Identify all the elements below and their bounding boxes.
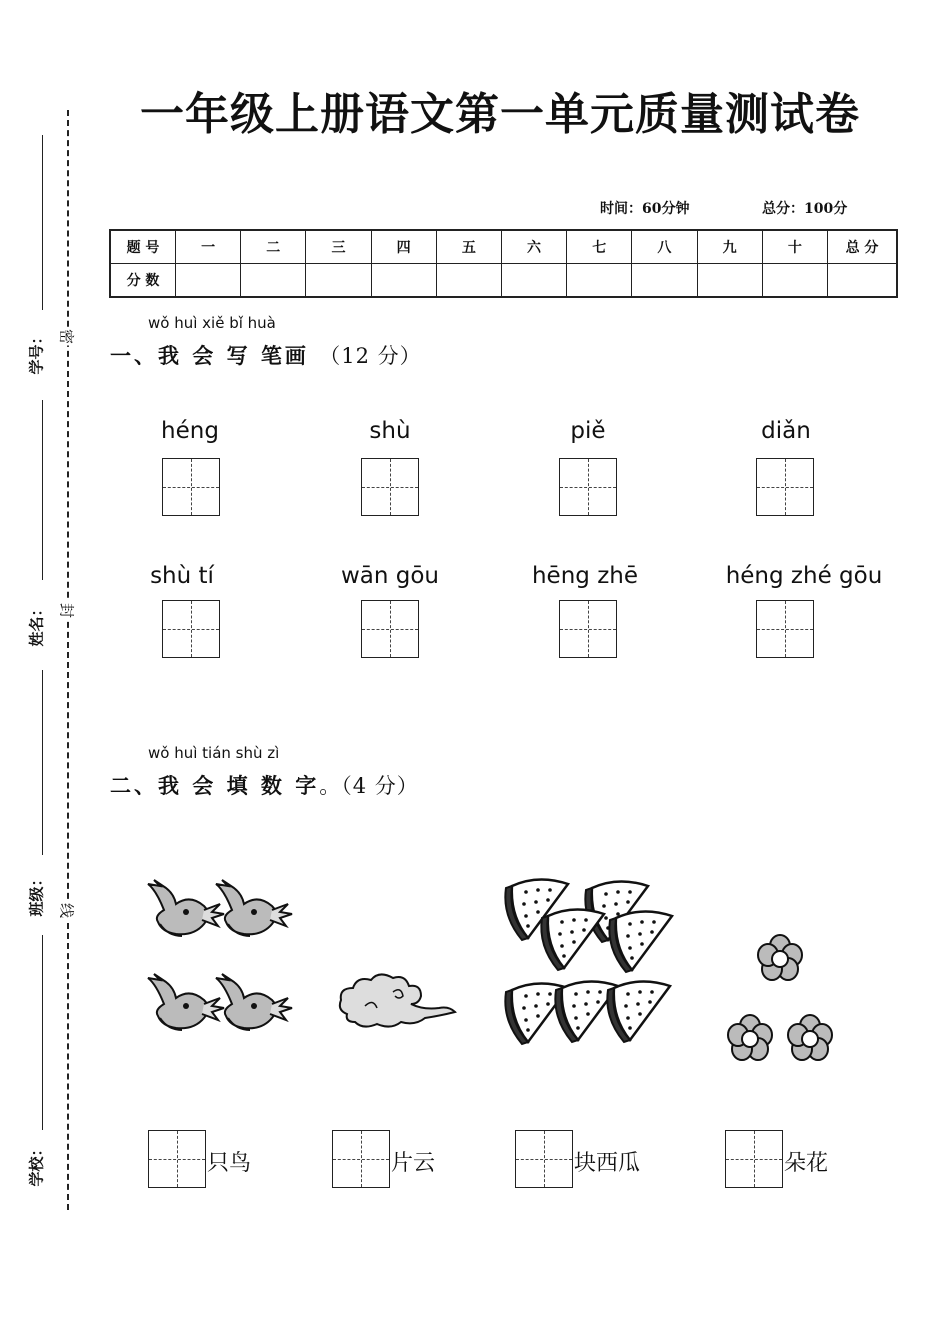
flower-icon bbox=[720, 930, 850, 1070]
score-cell[interactable] bbox=[501, 264, 566, 298]
section1-pinyin: wǒ huì xiě bǐ huà bbox=[148, 314, 276, 332]
stroke-pinyin: hēng zhē bbox=[531, 563, 638, 589]
score-cell[interactable] bbox=[632, 264, 697, 298]
stroke-pinyin: shù bbox=[369, 418, 411, 444]
stroke-pinyin: héng zhé gōu bbox=[725, 563, 883, 589]
watermelon-icon bbox=[500, 870, 680, 1050]
score-table-header: 九 bbox=[697, 230, 762, 264]
writing-grid[interactable] bbox=[361, 458, 419, 516]
number-answer-box[interactable] bbox=[148, 1130, 206, 1188]
score-table-row-label: 分 数 bbox=[110, 264, 176, 298]
score-cell[interactable] bbox=[567, 264, 632, 298]
score-cell[interactable] bbox=[306, 264, 371, 298]
score-table-header-row bbox=[110, 230, 897, 264]
binding-line-name bbox=[42, 670, 43, 855]
stroke-pinyin: piě bbox=[570, 418, 606, 444]
score-table-header: 四 bbox=[371, 230, 436, 264]
score-table-header: 一 bbox=[176, 230, 241, 264]
score-table bbox=[109, 229, 898, 298]
school-label: 学校： bbox=[27, 1141, 46, 1187]
score-table-header: 总 分 bbox=[828, 230, 898, 264]
fill-label-birds: 只鸟 bbox=[207, 1151, 252, 1176]
stroke-pinyin: héng bbox=[161, 418, 219, 444]
score-table-header: 六 bbox=[501, 230, 566, 264]
score-cell[interactable] bbox=[176, 264, 241, 298]
page-title: 一年级上册语文第一单元质量测试卷 bbox=[140, 89, 860, 140]
fill-label-clouds: 片云 bbox=[391, 1151, 436, 1176]
section1-score: （12 分） bbox=[319, 344, 422, 368]
section1-title-text: 一、我 会 写 笔画 bbox=[110, 344, 309, 368]
stroke-pinyin: shù tí bbox=[150, 563, 214, 589]
seal-char-mi: 密 bbox=[57, 328, 76, 344]
binding-line-class bbox=[42, 935, 43, 1130]
exam-time: 时间：60分钟 bbox=[600, 201, 690, 217]
exam-total: 总分：100分 bbox=[762, 201, 848, 217]
cloud-icon bbox=[335, 970, 465, 1040]
section2-score: 。（4 分） bbox=[319, 774, 419, 798]
stroke-pinyin: wān gōu bbox=[340, 563, 440, 589]
score-cell[interactable] bbox=[762, 264, 827, 298]
name-label: 姓名： bbox=[27, 601, 46, 647]
section2-title bbox=[110, 770, 419, 800]
number-answer-box[interactable] bbox=[332, 1130, 390, 1188]
number-answer-box[interactable] bbox=[725, 1130, 783, 1188]
stroke-pinyin: diǎn bbox=[761, 418, 811, 444]
seal-char-feng: 封 bbox=[57, 602, 76, 618]
score-table-header: 十 bbox=[762, 230, 827, 264]
binding-line-top bbox=[42, 135, 43, 310]
writing-grid[interactable] bbox=[756, 600, 814, 658]
writing-grid[interactable] bbox=[559, 600, 617, 658]
score-table-header: 题 号 bbox=[110, 230, 176, 264]
student-id-label: 学号： bbox=[27, 329, 46, 375]
writing-grid[interactable] bbox=[756, 458, 814, 516]
section2-title-text: 二、我 会 填 数 字 bbox=[110, 774, 320, 798]
score-table-score-row bbox=[110, 264, 897, 298]
score-table-header: 七 bbox=[567, 230, 632, 264]
score-table-header: 八 bbox=[632, 230, 697, 264]
score-cell[interactable] bbox=[828, 264, 898, 298]
score-cell[interactable] bbox=[241, 264, 306, 298]
writing-grid[interactable] bbox=[162, 458, 220, 516]
writing-grid[interactable] bbox=[162, 600, 220, 658]
section1-title bbox=[110, 340, 422, 370]
number-answer-box[interactable] bbox=[515, 1130, 573, 1188]
score-table-header: 二 bbox=[241, 230, 306, 264]
seal-char-xian: 线 bbox=[57, 902, 76, 918]
writing-grid[interactable] bbox=[559, 458, 617, 516]
writing-grid[interactable] bbox=[361, 600, 419, 658]
class-label: 班级： bbox=[27, 871, 46, 917]
score-table-header: 五 bbox=[436, 230, 501, 264]
fill-label-flowers: 朵花 bbox=[784, 1151, 829, 1176]
score-cell[interactable] bbox=[697, 264, 762, 298]
fill-label-watermelons: 块西瓜 bbox=[574, 1151, 641, 1176]
seal-dashed-line bbox=[67, 110, 69, 1210]
score-cell[interactable] bbox=[436, 264, 501, 298]
score-cell[interactable] bbox=[371, 264, 436, 298]
score-table-header: 三 bbox=[306, 230, 371, 264]
section2-pinyin: wǒ huì tián shù zì bbox=[148, 744, 280, 762]
binding-line-id bbox=[42, 400, 43, 580]
